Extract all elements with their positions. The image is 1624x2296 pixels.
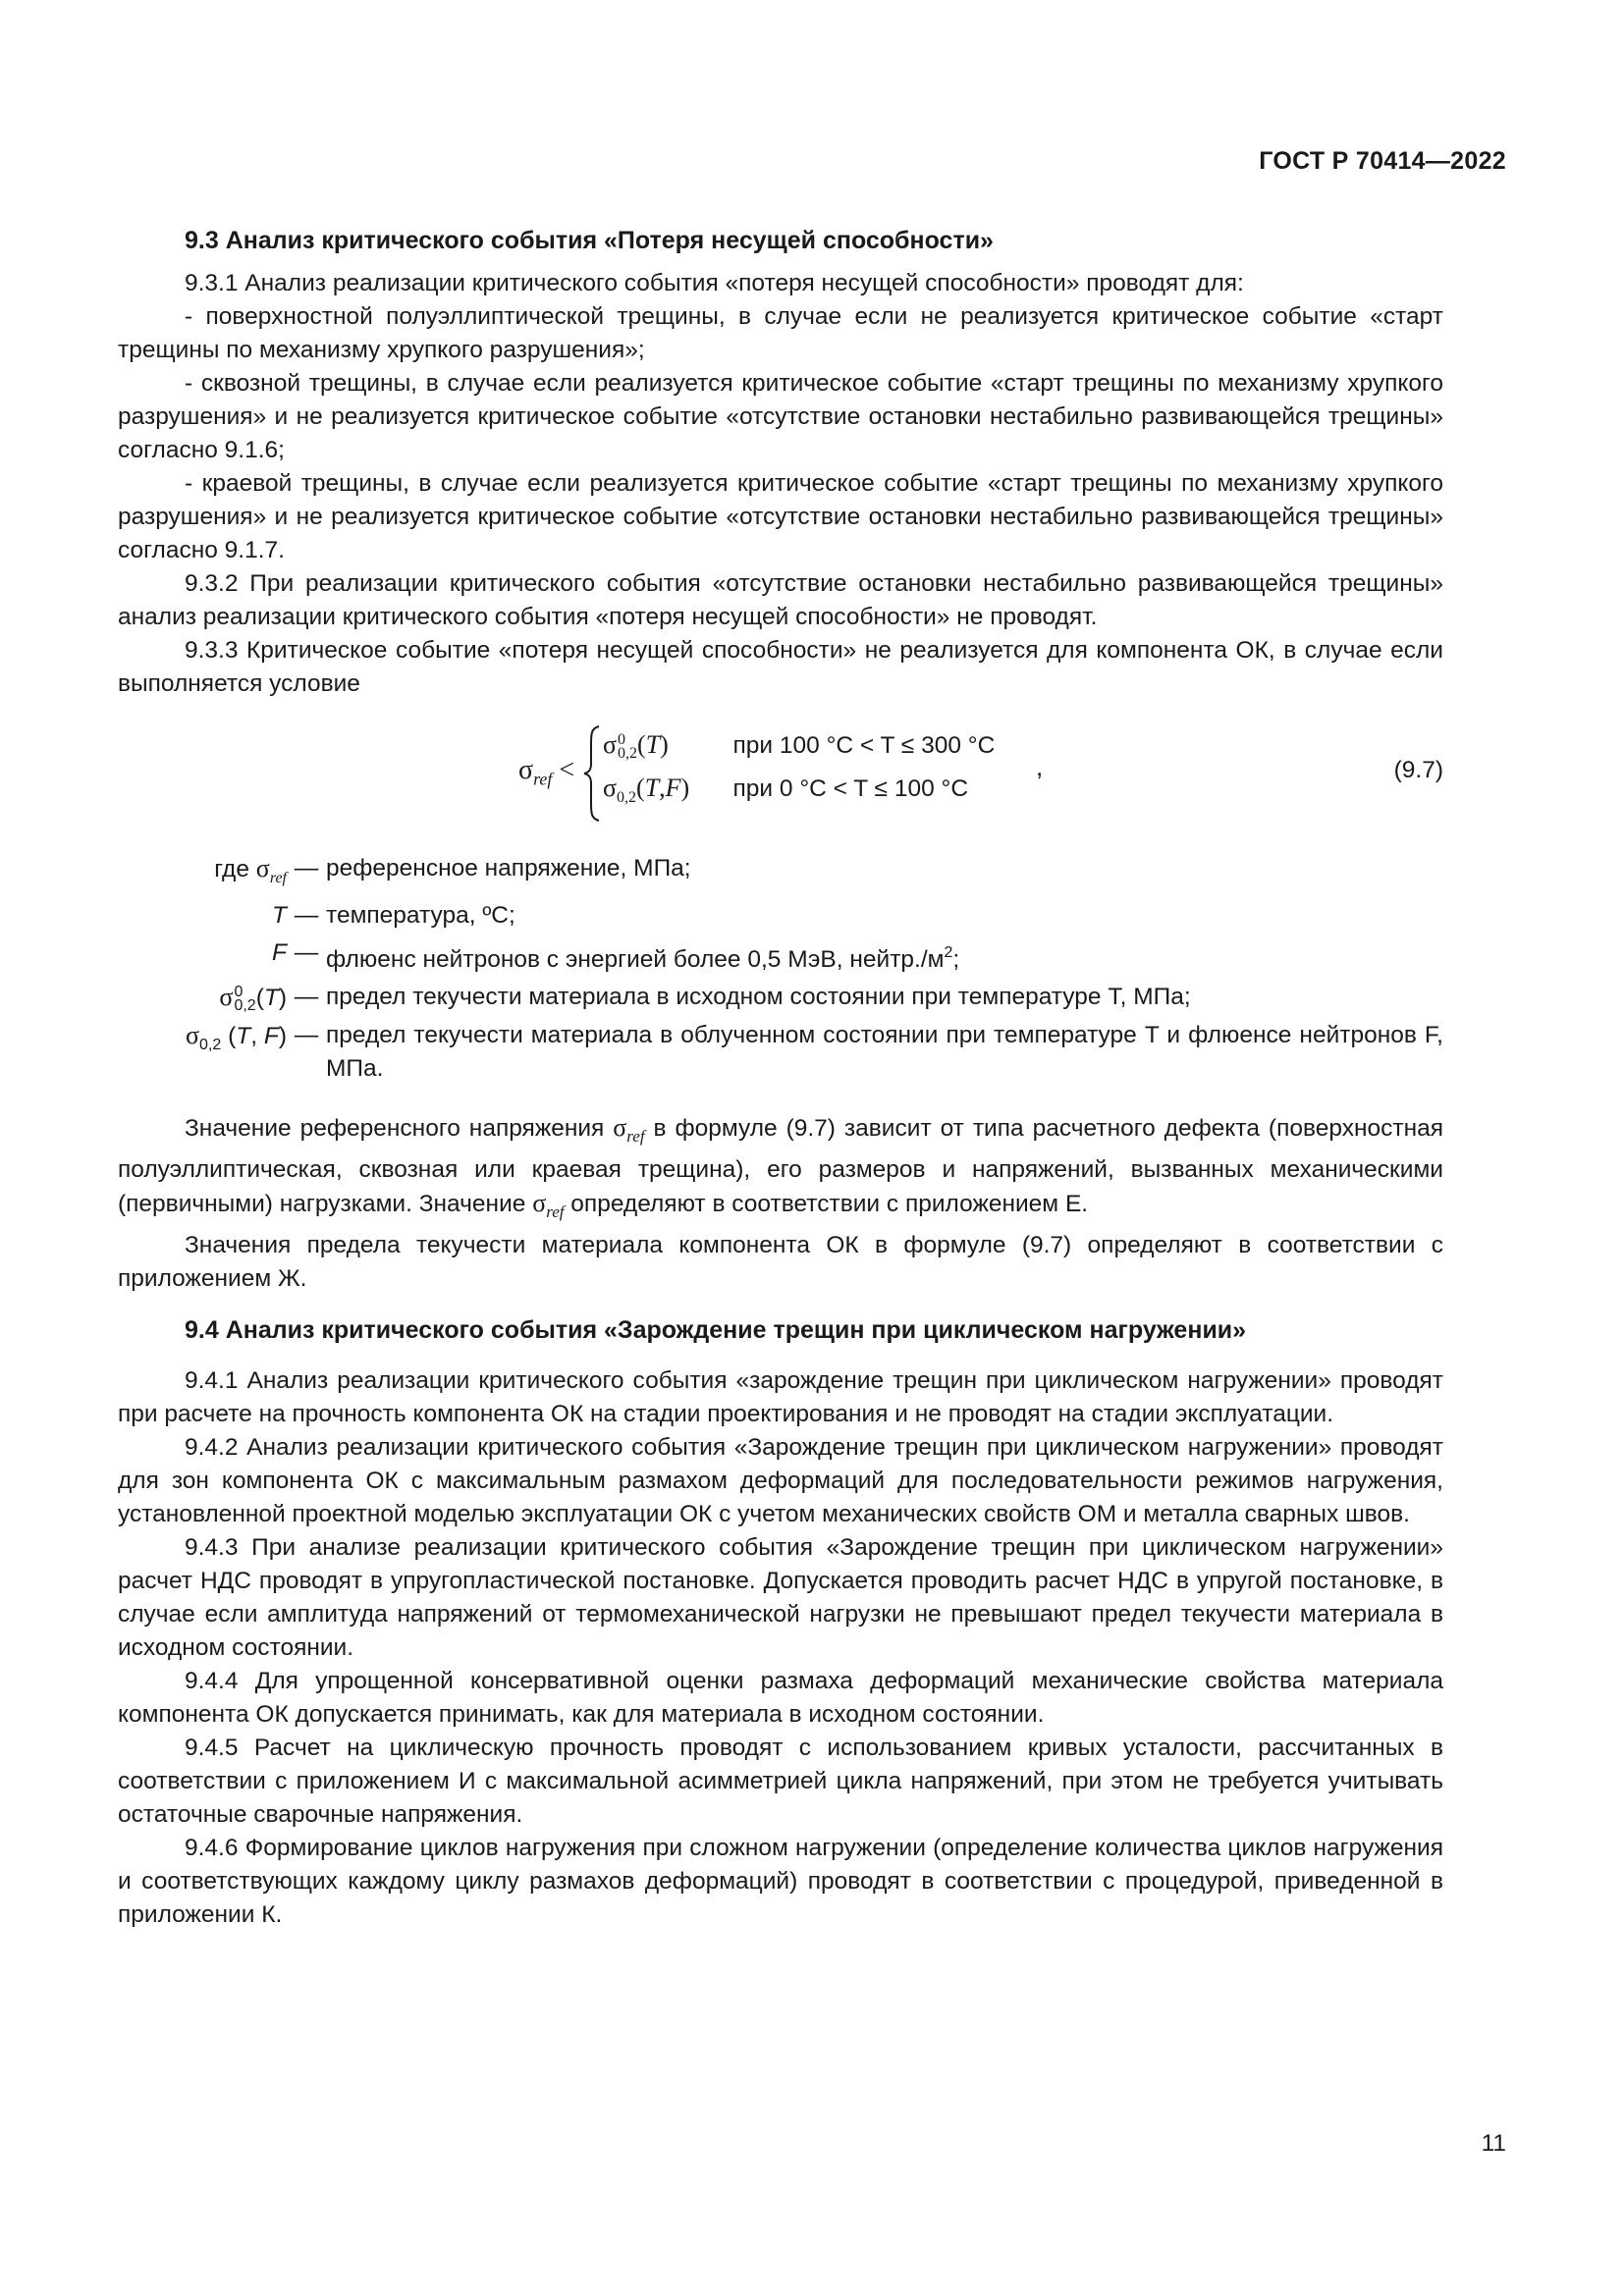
variable-definitions	[118, 852, 1443, 1086]
paragraph-9-4-6: 9.4.6 Формирование циклов нагружения при сложном нагружении (определение количества циклов нагружения и соответствующих каждому циклу размахов деформаций) проводят в соответствии с процедурой, приведенной в приложении К.	[118, 1835, 1443, 1928]
formula-lhs: $\sigma_{ref}$ <	[518, 755, 575, 789]
definition-sigma-ref: где $\sigma_{ref}$ — референсное напряжение, МПа;	[214, 854, 691, 886]
section-title-9-4: 9.4 Анализ критического события «Зарождение трещин при циклическом нагружении»	[185, 1316, 1247, 1344]
paragraph-9-3-2: 9.3.2 При реализации критического события «отсутствие остановки нестабильно развивающейся трещины» анализ реализации критического события «потеря несущей способности» не проводят.	[118, 570, 1443, 630]
bullet-surface-crack: - поверхностной полуэллиптической трещины, в случае если не реализуется критическое событие «старт трещины по механизму хрупкого разрушения»;	[118, 303, 1443, 363]
paragraph-9-4-2: 9.4.2 Анализ реализации критического события «Зарождение трещин при циклическом нагружении» проводят для зон компонента ОК с максимальным размахом деформаций для последовательности режимов нагружения, установленной проектной моделью эксплуатации ОК с учетом механических свойств ОМ и металла сварных швов.	[118, 1434, 1443, 1527]
formula-number: (9.7)	[1393, 757, 1443, 783]
section-title-9-3: 9.3 Анализ критического события «Потеря несущей способности»	[185, 227, 994, 254]
document-header: ГОСТ Р 70414—2022	[1259, 147, 1506, 175]
paragraph-yield-strength: Значения предела текучести материала компонента ОК в формуле (9.7) определяют в соответствии с приложением Ж.	[118, 1232, 1443, 1292]
paragraph-9-4-4: 9.4.4 Для упрощенной консервативной оценки размаха деформаций механические свойства материала компонента ОК допускается принимать, как для материала в исходном состоянии.	[118, 1668, 1443, 1728]
bullet-through-crack: - сквозной трещины, в случае если реализуется критическое событие «старт трещины по механизму хрупкого разрушения» и не реализуется критическое событие «отсутствие остановки нестабильно развивающейся трещины» согласно 9.1.6;	[118, 370, 1443, 463]
formula-comma: ,	[1036, 752, 1044, 781]
paragraph-reference-stress: Значение референсного напряжения $\sigma_{ref}$ в формуле (9.7) зависит от типа расчетного дефекта (поверхностная полуэллиптическая, сквозная или краевая трещина), его размеров и напряжений, вызванных механическими (первичными) нагрузками. Значение $\sigma_{ref}$ определяют в соответствии с приложением Е.	[118, 1113, 1444, 1221]
definition-sigma-irradiated: $\sigma_{0,2}$ (T, F) — предел текучести материала в облученном состоянии при температуре T и флюенсе нейтронов F, МПа.	[186, 1021, 1443, 1082]
page-number: 11	[1481, 2130, 1506, 2157]
bullet-edge-crack: - краевой трещины, в случае если реализуется критическое событие «старт трещины по механизму хрупкого разрушения» и не реализуется критическое событие «отсутствие остановки нестабильно развивающейся трещины» согласно 9.1.7.	[118, 470, 1443, 563]
page-content	[118, 224, 1443, 1932]
formula-case-1: σ 0 0,2 (T) при 100 °C < T ≤ 300 °C	[603, 730, 996, 763]
definition-fluence: F — флюенс нейтронов с энергией более 0,5 МэВ, $нейтр./м^2$;	[272, 939, 960, 973]
formula-case-2: $\sigma_{0,2}(T,F)$ при 0 °C < T ≤ 100 °C	[603, 774, 969, 806]
definition-temperature: T — температура, ºС;	[272, 902, 515, 929]
formula-9-7	[118, 724, 1443, 828]
left-brace-icon	[581, 724, 603, 823]
paragraph-9-4-5: 9.4.5 Расчет на циклическую прочность проводят с использованием кривых усталости, рассчитанных в соответствии с приложением И с максимальной асимметрией цикла напряжений, при этом не требуется учитывать остаточные сварочные напряжения.	[118, 1735, 1443, 1828]
paragraph-9-4-1: 9.4.1 Анализ реализации критического события «зарождение трещин при циклическом нагружении» проводят при расчете на прочность компонента ОК на стадии проектирования и не проводят на стадии эксплуатации.	[118, 1367, 1443, 1427]
paragraph-9-3-1: 9.3.1 Анализ реализации критического события «потеря несущей способности» проводят для:	[185, 270, 1244, 296]
definition-sigma-initial: σ 0 0,2 (T) — предел текучести материала в исходном состоянии при температуре T, МПа;	[219, 983, 1191, 1014]
paragraph-9-4-3: 9.4.3 При анализе реализации критического события «Зарождение трещин при циклическом нагружении» расчет НДС проводят в упругопластической постановке. Допускается проводить расчет НДС в упругой постановке, в случае если амплитуда напряжений от термомеханической нагрузки не превышают предел текучести материала в исходном состоянии.	[118, 1534, 1443, 1661]
paragraph-9-3-3: 9.3.3 Критическое событие «потеря несущей способности» не реализуется для компонента ОК, в случае если выполняется условие	[118, 637, 1443, 697]
